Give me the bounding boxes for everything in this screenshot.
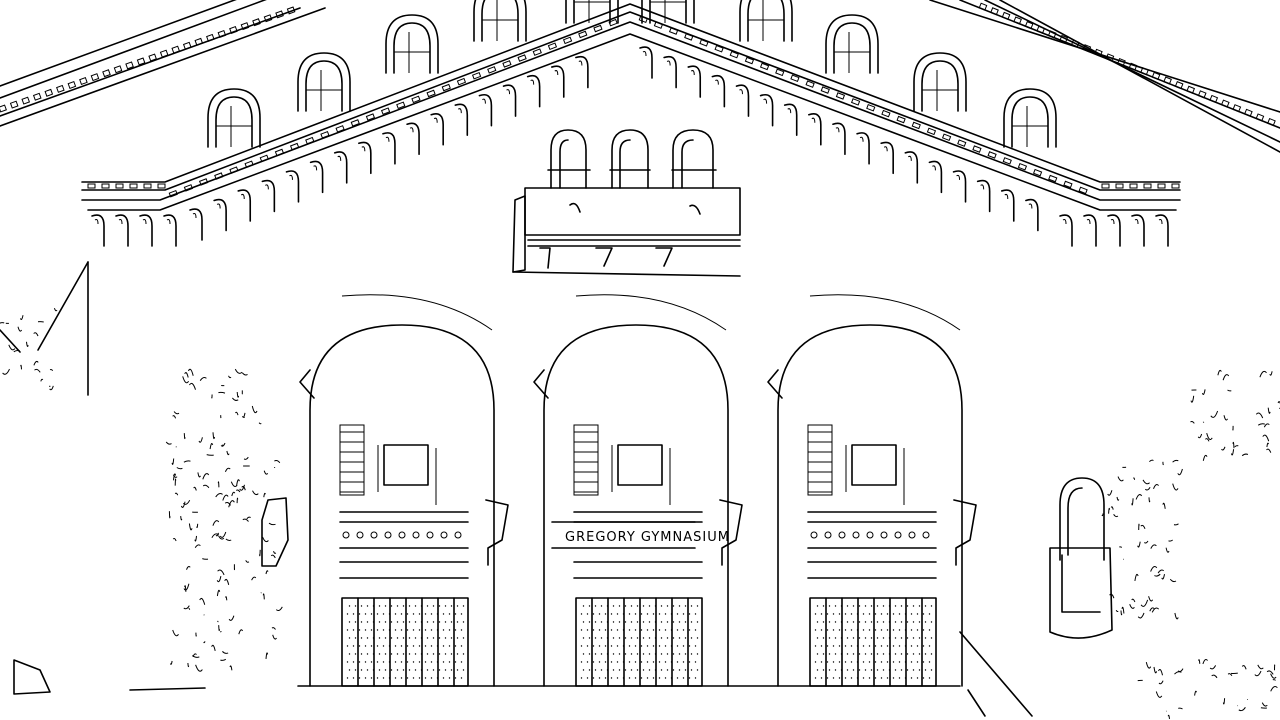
corbel — [1002, 190, 1014, 221]
dentil — [927, 128, 935, 134]
dentil — [1245, 109, 1252, 116]
dormer-window — [826, 15, 878, 73]
dentil — [488, 67, 496, 73]
dentil — [973, 146, 981, 152]
dentil — [518, 55, 526, 61]
corbel — [311, 161, 323, 192]
corbel — [881, 142, 893, 173]
dentil — [275, 149, 283, 155]
dormer-window — [386, 15, 438, 73]
dentil — [88, 184, 95, 188]
dormer-window — [208, 89, 260, 147]
dentil — [1102, 184, 1109, 188]
ground-lines — [14, 632, 1032, 716]
corbel — [1026, 200, 1038, 231]
dentil — [852, 99, 860, 105]
door-grille — [342, 598, 468, 686]
dentil — [1002, 12, 1009, 19]
dentil — [821, 87, 829, 93]
corbel — [383, 133, 395, 164]
corbel — [335, 152, 347, 183]
dentil — [260, 155, 268, 161]
door-grille — [576, 598, 702, 686]
dentil — [457, 79, 465, 85]
dentil — [80, 78, 87, 85]
dentil — [1256, 114, 1263, 121]
eave-dentils — [979, 3, 1275, 125]
corbel — [214, 200, 226, 231]
corbel — [528, 76, 540, 107]
corbel — [552, 66, 564, 97]
dentil — [564, 37, 572, 43]
dentil — [102, 184, 109, 188]
dentil — [533, 49, 541, 55]
corbel — [576, 57, 588, 88]
dormer-window — [474, 0, 526, 41]
inner-window — [384, 445, 428, 485]
dentil — [897, 116, 905, 122]
dentil — [979, 3, 986, 10]
corbel — [262, 181, 274, 212]
corbel — [116, 215, 128, 246]
dormer-window — [298, 53, 350, 111]
brick-pier — [574, 425, 598, 495]
dentil — [207, 35, 214, 42]
dentil — [245, 161, 253, 167]
dentil — [91, 74, 98, 81]
dentil — [943, 134, 951, 140]
dormer-window — [740, 0, 792, 41]
door-grille — [810, 598, 936, 686]
dentil — [0, 105, 6, 112]
corbel — [359, 142, 371, 173]
corbel — [504, 85, 516, 116]
corbel — [833, 123, 845, 154]
corbel — [455, 104, 467, 135]
dentil — [114, 66, 121, 73]
dentil — [130, 184, 137, 188]
corbel — [1060, 215, 1072, 246]
eave-dentils — [0, 7, 295, 112]
dentil — [654, 22, 662, 28]
corbel — [1108, 215, 1120, 246]
corbel — [238, 190, 250, 221]
dentil — [548, 43, 556, 49]
dentil — [991, 8, 998, 15]
dentil — [103, 70, 110, 77]
dentil — [57, 86, 64, 93]
corbel — [929, 161, 941, 192]
dentil — [988, 152, 996, 158]
corbel — [809, 114, 821, 145]
dentil — [1172, 184, 1179, 188]
inner-window — [852, 445, 896, 485]
dormer-window — [914, 53, 966, 111]
dentil — [68, 82, 75, 89]
corbel — [712, 76, 724, 107]
brick-pier — [340, 425, 364, 495]
dentil — [1164, 77, 1171, 84]
corbel — [640, 47, 652, 78]
corbel — [407, 123, 419, 154]
building-sign — [552, 522, 730, 548]
dormer-window — [1004, 89, 1056, 147]
corbel — [190, 209, 202, 240]
corbel — [978, 181, 990, 212]
dentil — [158, 184, 165, 188]
dentil — [1158, 184, 1165, 188]
dentil — [1222, 100, 1229, 107]
dentil — [579, 31, 587, 37]
corbel — [857, 133, 869, 164]
brick-pier — [808, 425, 832, 495]
dentil — [1268, 119, 1275, 126]
corbel — [664, 57, 676, 88]
dentil — [45, 89, 52, 96]
gable-cornice — [82, 4, 1180, 246]
dentil — [218, 31, 225, 38]
corbel — [688, 66, 700, 97]
dentil — [1144, 184, 1151, 188]
corbel — [164, 215, 176, 246]
dentil — [1175, 82, 1182, 89]
side-door — [1050, 478, 1112, 638]
dentil — [1116, 184, 1123, 188]
dentil — [11, 101, 18, 108]
corbel — [905, 152, 917, 183]
dentil — [639, 16, 647, 22]
dentil — [1014, 17, 1021, 24]
main-arches — [300, 295, 976, 686]
dentil — [836, 93, 844, 99]
main-arch — [300, 295, 508, 686]
dentil — [1130, 184, 1137, 188]
roof-eaves — [0, 0, 1280, 152]
dentil — [34, 93, 41, 100]
dentil — [958, 140, 966, 146]
main-arch — [534, 295, 742, 686]
dentil — [867, 105, 875, 111]
dentil — [882, 111, 890, 117]
main-arch — [768, 295, 976, 686]
dentil — [116, 184, 123, 188]
inner-window — [618, 445, 662, 485]
dentil — [1187, 86, 1194, 93]
left-pilaster — [0, 262, 88, 395]
dentil — [503, 61, 511, 67]
central-arched-windows — [548, 130, 716, 188]
corbel — [286, 171, 298, 202]
corbel — [954, 171, 966, 202]
dentil — [912, 122, 920, 128]
corbel — [140, 215, 152, 246]
corbel — [736, 85, 748, 116]
corbel — [92, 215, 104, 246]
capital — [300, 370, 508, 565]
corbel — [479, 95, 491, 126]
dentil — [1198, 91, 1205, 98]
dentil — [594, 25, 602, 31]
corbel — [761, 95, 773, 126]
corbel — [1084, 215, 1096, 246]
dentil — [22, 97, 29, 104]
sign-text: GREGORY GYMNASIUM — [565, 530, 730, 545]
balcony — [513, 188, 740, 276]
dentil — [1233, 105, 1240, 112]
dentil — [1210, 96, 1217, 103]
corbel — [1156, 215, 1168, 246]
corbel — [1132, 215, 1144, 246]
corbel — [785, 104, 797, 135]
capital — [768, 370, 976, 565]
corbel — [431, 114, 443, 145]
dentil — [1129, 63, 1136, 70]
dentil — [473, 73, 481, 79]
dentil — [230, 27, 237, 34]
dentil — [144, 184, 151, 188]
